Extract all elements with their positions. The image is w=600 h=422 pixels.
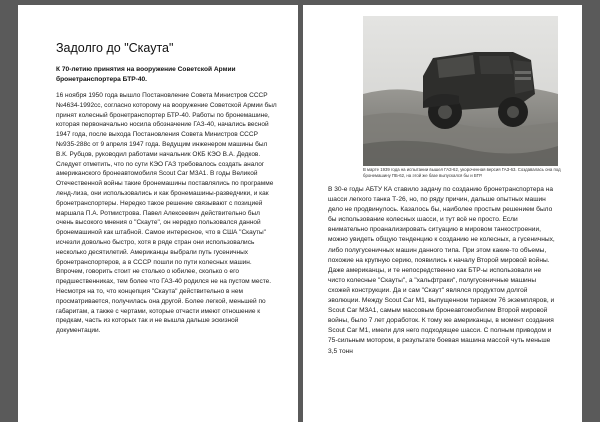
truck-photo-graphic [363, 16, 558, 166]
paragraph: 16 ноября 1950 года вышло Постановление Совета Министров СССР №4634-1992сс, согласно которому на вооружение Советской Армии был принят колесный бронетранспортер БТР-40. Работы по бронемашине, которая первоначально носила обозначение ГАЗ-40, начались весной 1947 года, после выхода Постановления Совета Министров СССР №9З5-288с от 9 апреля 1947 года. Ведущим инженером машины был В.К. Рубцов, руководил работами начальник ОКБ КЭО В.А. Дедков. Следует отметить, что по сути КЭО ГАЗ требовалось создать аналог американского бронеавтомобиля Scout Car M3A1. В годы Великой Отечественной войны такие бронемашины поставлялись по программе ленд-лиза, они использовались и как бронемашины-разведчики, и как бронетранспортеры. Нередко такое решение связывают с позицией маршала П.А. Ротмистрова. Павел Алексеевич действительно был очень высокого мнения о "Скауте", он нередко пользовался данной бронемашиной как штабной. Самое интересное, что в США "Скауты" исчезли довольно быстро, хотя в ряде стран они использовались несколько десятилетий. Американцы выбрали путь гусеничных бронетранспортеров, а в СССР пошли по пути колесных машин. Впрочем, говорить стоит не столько о юбилее, сколько о его предшественниках, тем более что ГАЗ-40 родился не на пустом месте. Несмотря на то, что концепция "Скаута" действительно в нем просматривается, получилась она другой. Более легкой, меньшей по габаритам, а также с чертами, которые отчасти имеют отношение к предкам, часть из которых так и не вышла дальше эскизной документации. [56, 92, 277, 335]
army-truck-field-test-photo [363, 16, 558, 166]
left-page [18, 5, 298, 422]
right-body-text [328, 185, 558, 357]
photo-caption: В марте 1939 года на испытании вышел ГАЗ-62, укороченная версия ГАЗ-63. Создавалась она под бронемашину ПБ-62, на этой же базе выпускался бы и БТР. [363, 167, 561, 178]
article-lead: К 70-летию принятия на вооружение Советской Армии бронетранспортера БТР-40. [56, 66, 236, 83]
right-page [303, 5, 582, 422]
paragraph: В 30-е годы АБТУ КА ставило задачу по созданию бронетранспортера на шасси легкого танка Т-26, но, по ряду причин, дальше опытных машин дело не продвинулось. Казалось бы, наиболее простым решением было бы использование колесных шасси, и тут всё не просто. Если внимательно проанализировать ситуацию в мировом танкостроении, можно увидеть общую тенденцию к созданию не колесных, а гусеничных, либо полугусеничных машин данного типа. При этом какие-то объемы, похожие на крупную серию, появились к началу Второй мировой войны. Даже американцы, и те непосредственно как БТР-ы использовали не чисто колесные "Скауты", а "хальфтраки", полугусеничные машины схожей конструкции. Да и сам "Скаут" являлся продуктом долгой эволюции. Между Scout Car M1, выпущенном тиражом 76 экземпляров, и Scout Car M3A1, самым массовым бронеавтомобилем Второй мировой войны, было 7 лет доработок. К тому же американцы, в момент создания Scout Car M1, имели для него подходящее шасси. С полным приводом и 75-сильным мотором, в результате боевая машина массой чуть меньше 3,5 тонн [328, 186, 555, 355]
article-title: Задолго до "Скаута" [56, 41, 174, 55]
left-body-text [56, 91, 278, 342]
